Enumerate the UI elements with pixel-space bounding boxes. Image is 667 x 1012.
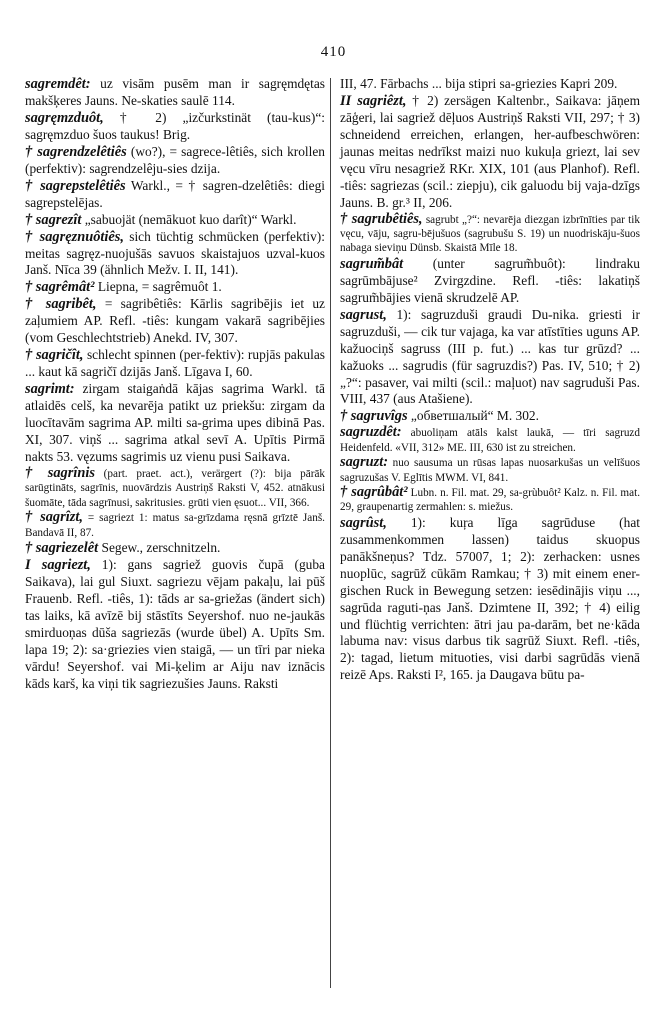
entry-text: † 2) „izčurkstinät (tau-kus)“: sagręmzduo šuos taukus! Brig. <box>25 109 325 142</box>
dictionary-entry <box>25 229 325 280</box>
dictionary-entry <box>340 408 640 425</box>
entry-headword: sagruzt: <box>340 454 388 471</box>
entry-text: schlecht spinnen (per-fektiv): rupjās pakulas ... kaut kā sagričī dzijās Janš. Līgava I, 60. <box>25 347 325 380</box>
entry-text: 1): gans sagriež guovis čupā (guba Saikava), lai gul Siuxt. sagriezu vējam pakaļu, lai pūš Frauenb. Refl. -tiês, 1): tāds ar sa-griežas (ändert sich) tas laiks, kā avīzē bij stāstīts Seyershof. nuo ne-jaukās smirduoņas dūša sagriezās (wurde übel) A. Upīts Sm. lapa 19; 2): sa·griezies vien staigā, — un tīri par nieka vārdu! Seyershof. vai Mi-ķelim ar Aiju nav iznācis kāds karš, ka viņi tik sagriezušies Jauns. Raksti <box>25 556 325 691</box>
right-column <box>340 76 640 684</box>
entry-headword: sagrust, <box>340 306 387 323</box>
left-column <box>25 76 325 693</box>
dictionary-entry <box>340 256 640 307</box>
dictionary-entry <box>340 76 640 93</box>
dictionary-entry <box>25 144 325 178</box>
entry-headword: † sagrubêtiês, <box>340 210 423 227</box>
entry-headword: † sagręznuôtiês, <box>25 228 124 245</box>
entry-text: uz visām pusēm man ir sagręmdętas makšķeres Jauns. Ne-skaties saulē 114. <box>25 76 325 108</box>
entry-headword: † sagrêmât² <box>25 279 95 296</box>
entry-headword: † sagriezelêt <box>25 539 99 556</box>
dictionary-entry <box>340 212 640 256</box>
entry-text: 1): sagruzduši graudi Du-nika. griesti ir sagruzduši, — cik tur vajaga, ka var atīstīties uguns AP. kažuociņš sagruss (III p. fut.) ... kas tur grūzd? ... kažuoks ... sagrudis (für sagruzdis?) Pas. IV, 510; † 2) „?“: pasaver, vai milti (scil.: maļuot) nav sagruduši Pas. VIII, 437 (aus Atašiene). <box>340 306 640 407</box>
dictionary-entry <box>25 296 325 347</box>
entry-text: = sagriezt 1: matus sa-grīzdama ręsnā grīztē Janš. Bandavā II, 87. <box>25 512 325 539</box>
entry-headword: sagręmzduôt, <box>25 109 104 126</box>
entry-text: Warkl., = † sagren-dzelêtiês: diegi sagrepstelējas. <box>25 177 325 210</box>
dictionary-entry <box>340 425 640 455</box>
entry-headword: † sagrepstelêtiês <box>25 177 126 194</box>
entry-text: Segew., zerschnitzeln. <box>98 539 221 555</box>
dictionary-entry <box>25 466 325 510</box>
entry-headword: II sagriêzt, <box>340 92 407 109</box>
entry-headword: † sagričît, <box>25 347 84 364</box>
dictionary-entry <box>340 93 640 212</box>
dictionary-entry <box>25 110 325 144</box>
entry-headword: † sagrûbât² <box>340 484 408 500</box>
dictionary-entry <box>25 557 325 693</box>
entry-text: † 2) zersägen Kaltenbr., Saikava: jāņem zāģeri, lai sagriež dēļuos Austriņš Raksti VII, 297; † 3) schneidend erreichen, erlangen, her-aufbeschwören: jaunas meitas nedrīkst maizi nuo kukuļa griezt, lai sev vęcu vīru nesagriež RKr. XIX, 101 (aus Planhof). Refl. -tiês: sagriezas (scil.: ziepju), cik galuodu bij vaja-dzīgs Jauns. B. gr.³ II, 206. <box>340 92 640 210</box>
entry-headword: † sagrînis <box>25 464 95 481</box>
entry-text: 1): kuŗa līga sagrūduse (hat zusammenkommen lassen) taidus skuopus panākšneņus? Tdz. 57007, 1; 2): zerhacken: usnes nuoplūc, sagrūž cūkām Ramkau; † 3) mit einem ener-gischen Ruck in Bewegung setzen: iesēdinājis viņu ..., sagrūda raguti-ņas Janš. Dzimtene II, 392; † 4) eilig und flüchtig verrichten: ātri jau pa-darām, bet ne·kāda labuma nav: visus darbus tik sagrūž Siuxt. Refl. -tiês, 2): tagad, lietum mituoties, visi darbi sagrūdās vienā reizē Aps. Raksti I², 165. ja Daugava būtu pa- <box>340 514 640 683</box>
entry-headword: sagremdêt: <box>25 76 91 92</box>
dictionary-entry <box>25 279 325 296</box>
dictionary-entry <box>25 76 325 110</box>
entry-headword: I sagriezt, <box>25 556 91 573</box>
entry-headword: sagrimt: <box>25 381 75 398</box>
entry-text: III, 47. Fārbachs ... bija stipri sa-griezies Kapri 209. <box>340 76 618 91</box>
entry-text: Lubn. n. Fil. mat. 29, sa-grùbuôt² Kalz. n. Fil. mat. 29, graupenartig zermahlen: s. miežus. <box>340 487 640 514</box>
entry-text: „обветшалый“ M. 302. <box>407 408 539 424</box>
entry-text: abuoliņam atāls kalst laukā, — tīri sagruzd Heidenfeld. «VII, 312» ME. III, 630 ist zu streichen. <box>340 427 640 454</box>
entry-text: = sagribêtiês: Kārlis sagribējis iet uz zaļumiem AP. Refl. -tiês: kungam vakarā sagribējies (vom Geschlechtstrieb) Anekd. IV, 307. <box>25 296 325 346</box>
dictionary-entry <box>340 485 640 515</box>
entry-text: (unter sagrum̃buôt): lindraku sagrūmbājuse² Zvirgzdine. Refl. -tiês: lakatiņš sagrum̃bājies vienā skrudzelē AP. <box>340 255 640 305</box>
entry-text: Liepna, = sagrêmuôt 1. <box>94 279 222 295</box>
entry-headword: † sagrîzt, <box>25 509 83 526</box>
dictionary-entry <box>340 455 640 485</box>
entry-text: (wo?), = sagrece-lêtiês, sich krollen (perfektiv): sagrendzelêju-sies dzija. <box>25 143 326 176</box>
column-divider <box>330 78 331 988</box>
entry-text: (part. praet. act.), verärgert (?): bija pārāk sarūgtināts, sagrīnis, nuovārdzis Austriņš Raksti V, 452. atnākusi šuomāte, tāda sagrīnusi, sakritusies. grūti vien ęsuot... VII, 366. <box>25 467 325 509</box>
entry-text: nuo sausuma un rūsas lapas nuosarkušas un velīšuos sagruzušas V. Eglītis MWM. VI, 841. <box>340 457 640 484</box>
dictionary-entry <box>340 307 640 409</box>
entry-headword: † sagrezît <box>25 211 82 228</box>
dictionary-entry <box>25 212 325 229</box>
entry-headword: † sagribêt, <box>25 296 97 313</box>
entry-headword: sagrûst, <box>340 514 387 531</box>
dictionary-entry <box>25 510 325 540</box>
entry-headword: † sagruvîgs <box>340 408 408 425</box>
entry-text: sagrubt „?“: nevarēja diezgan izbrīnīties par tik vęcu, vāju, sagru-bējušuos (sagrubušu S. 19) un nuodriskāju-šuos nabaga sieviņu Dünsb. Skaistā Mīle 18. <box>340 213 640 255</box>
entry-headword: sagruzdêt: <box>340 424 402 441</box>
entry-text: sich tüchtig schmücken (perfektiv): meitas sagręz-nuojušās savuos skaistajuos uzval-kuos Janš. Nīca 39 (ähnlich Mežv. I. II, 141). <box>25 228 325 278</box>
dictionary-entry <box>340 515 640 685</box>
dictionary-entry <box>25 347 325 381</box>
dictionary-entry <box>25 178 325 212</box>
entry-headword: sagrum̃bât <box>340 255 404 272</box>
entry-headword: † sagrendzelêtiês <box>25 143 127 160</box>
dictionary-entry <box>25 540 325 557</box>
entry-text: zirgam staigaṅdā kājas sagrima Warkl. tā atlaidēs celš, ka nevarēja patikt uz priekšu: zirgam da luocītavām sagrima AP. milti sa-grima upes dibinā Pas. XI, 307. viņš ... sagrima atkal sevī A. Upītis Pirmā nakts 53. vęzums sagrimis uz vienu pusi Saikava. <box>25 381 325 464</box>
dictionary-entry <box>25 381 325 466</box>
entry-text: „sabuojät (nemākuot kuo darît)“ Warkl. <box>81 211 297 227</box>
page-number: 410 <box>320 44 347 60</box>
